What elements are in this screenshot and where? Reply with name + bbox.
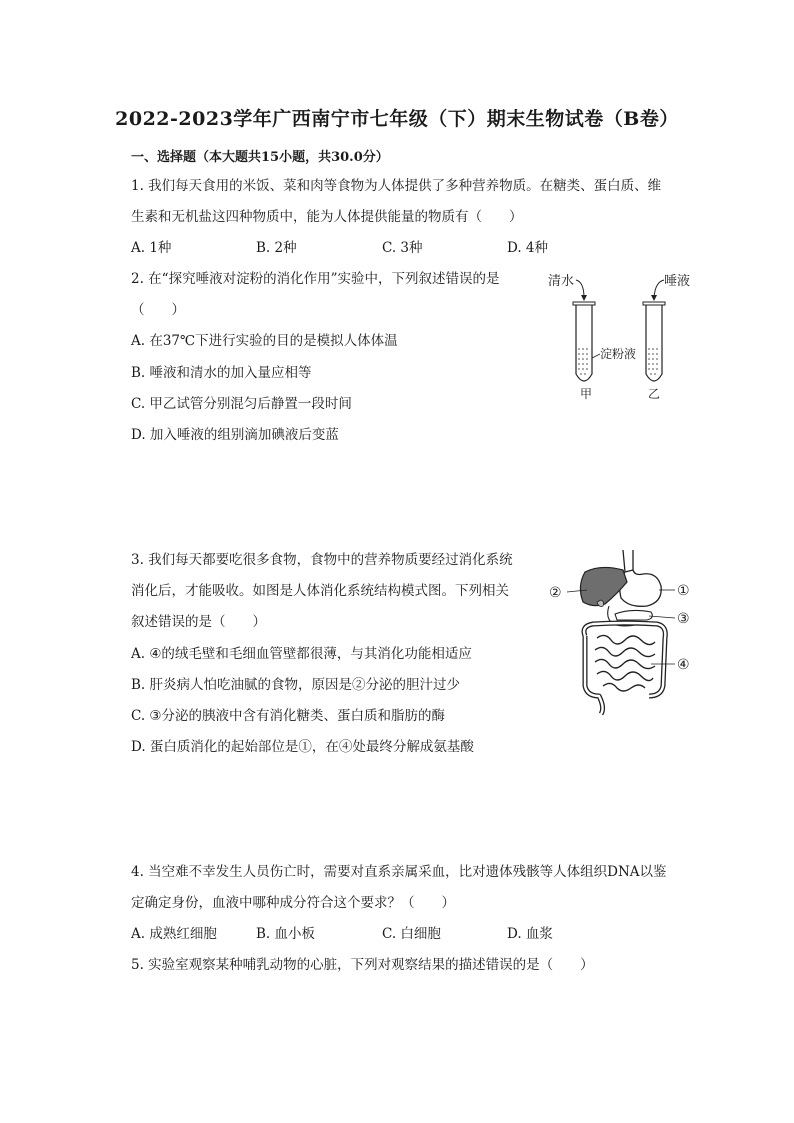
label-jia: 甲 [580, 387, 593, 401]
label-circle-1: ① [677, 583, 690, 599]
q1-stem-line1: 1. 我们每天食用的米饭、菜和肉等食物为人体提供了多种营养物质。在糖类、蛋白质、维 [131, 178, 662, 194]
q5-stem-line1: 5. 实验室观察某种哺乳动物的心脏，下列对观察结果的描述错误的是（ ） [131, 957, 594, 973]
q2-option-c: C. 甲乙试管分别混匀后静置一段时间 [131, 396, 352, 412]
label-starch: 淀粉液 [600, 347, 637, 361]
q2-option-d: D. 加入唾液的组别滴加碘液后变蓝 [131, 427, 339, 443]
q4-stem-line2: 定确定身份，血液中哪种成分符合这个要求？（ ） [131, 895, 455, 911]
small-intestine [595, 635, 655, 691]
water-arrowhead [581, 295, 587, 301]
q4-option-a: A. 成熟红细胞 [131, 926, 217, 942]
tube-jia [573, 302, 595, 381]
q1-option-c: C. 3种 [382, 240, 423, 256]
q4-option-b: B. 血小板 [256, 926, 316, 942]
q3-stem-line3: 叙述错误的是（ ） [131, 614, 266, 630]
q1-option-b: B. 2种 [256, 240, 297, 256]
label-yi: 乙 [648, 387, 661, 401]
saliva-arrowhead [651, 295, 657, 301]
q3-option-d: D. 蛋白质消化的起始部位是①，在④处最终分解成氨基酸 [131, 739, 474, 755]
liver [580, 567, 627, 605]
esophagus [623, 550, 633, 572]
q2-stem-line1: 2. 在“探究唾液对淀粉的消化作用”实验中，下列叙述错误的是 [131, 271, 500, 287]
large-intestine [584, 623, 665, 696]
starch-pointer [592, 354, 600, 358]
tube-yi [643, 302, 665, 381]
q4-option-c: C. 白细胞 [382, 926, 441, 942]
pancreas [615, 610, 652, 620]
label-circle-3: ③ [677, 611, 690, 627]
q1-option-a: A. 1种 [131, 240, 172, 256]
q3-stem-line2: 消化后，才能吸收。如图是人体消化系统结构模式图。下列相关 [131, 583, 509, 599]
q3-option-c: C. ③分泌的胰液中含有消化糖类、蛋白质和脂肪的酶 [131, 708, 446, 724]
stomach [620, 570, 662, 606]
label-saliva: 唾液 [664, 274, 691, 289]
digestive-system-figure [545, 546, 705, 716]
q3-option-b: B. 肝炎病人怕吃油腻的食物，原因是②分泌的胆汁过少 [131, 677, 461, 693]
q3-stem-line1: 3. 我们每天都要吃很多食物，食物中的营养物质要经过消化系统 [131, 552, 513, 568]
q2-stem-line2: （ ） [131, 302, 185, 318]
test-tube-figure [540, 266, 700, 406]
q1-stem-line2: 生素和无机盐这四种物质中，能为人体提供能量的物质有（ ） [131, 209, 523, 225]
label-circle-2: ② [549, 585, 562, 601]
q2-option-b: B. 唾液和清水的加入量应相等 [131, 365, 312, 381]
q1-option-d: D. 4种 [507, 240, 549, 256]
q3-option-a: A. ④的绒毛壁和毛细血管壁都很薄，与其消化功能相适应 [131, 646, 472, 662]
exam-title: 2022-2023学年广西南宁市七年级（下）期末生物试卷（B卷） [115, 108, 679, 130]
label-circle-4: ④ [677, 657, 690, 673]
pointer-3 [649, 616, 675, 618]
q4-option-d: D. 血浆 [507, 926, 553, 942]
q4-stem-line1: 4. 当空难不幸发生人员伤亡时，需要对直系亲属采血，比对遗体残骸等人体组织DNA以鉴 [131, 864, 667, 880]
label-water: 清水 [548, 274, 575, 289]
q2-option-a: A. 在37℃下进行实验的目的是模拟人体体温 [131, 333, 398, 349]
section-heading: 一、选择题（本大题共15小题，共30.0分） [131, 150, 389, 165]
